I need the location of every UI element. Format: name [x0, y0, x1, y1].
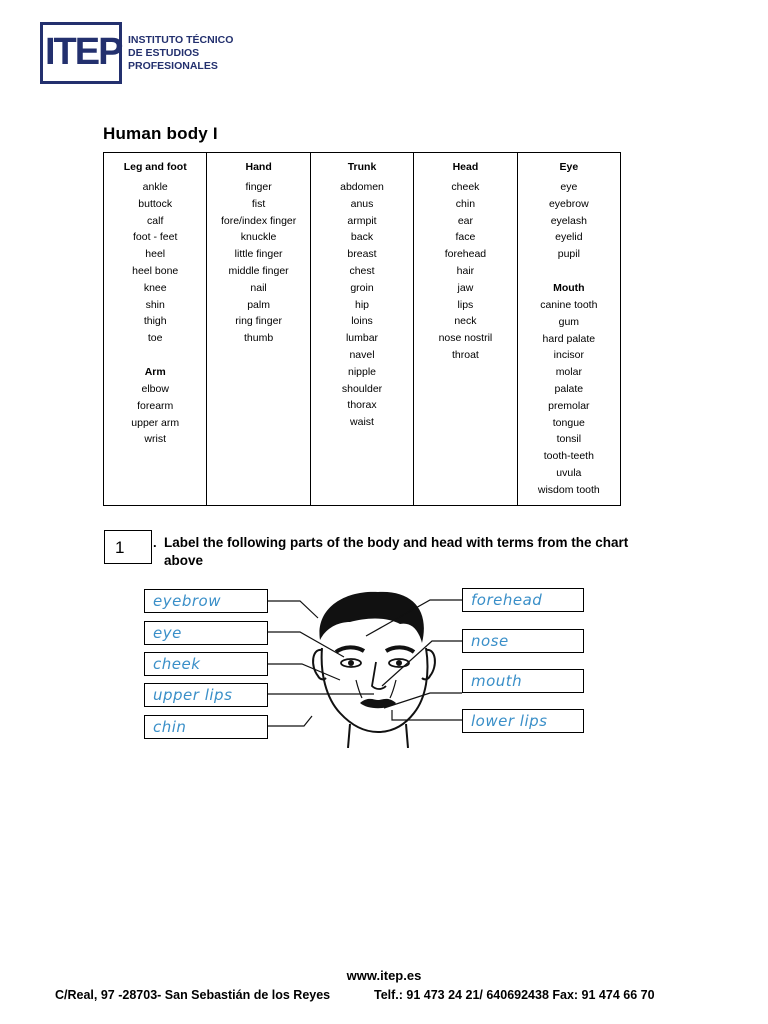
table-term: eyelash [550, 214, 587, 227]
table-term: face [455, 231, 476, 244]
table-term: forearm [137, 399, 174, 412]
table-term: wisdom tooth [537, 483, 600, 496]
table-term: eyelid [555, 231, 583, 244]
table-term: heel [145, 248, 166, 261]
table-column [104, 153, 206, 505]
table-term: anus [350, 197, 374, 210]
table-term: jaw [457, 281, 474, 294]
table-term: heel bone [132, 264, 179, 277]
exercise-dot: . [153, 535, 157, 550]
label-box-chin[interactable]: chin [144, 715, 268, 739]
logo-name-line: DE ESTUDIOS [128, 47, 200, 59]
label-box-mouth[interactable]: mouth [462, 669, 584, 693]
exercise-instruction: Label the following parts of the body and head with terms from the chart above [164, 535, 629, 568]
table-term: forehead [444, 248, 487, 261]
table-term: tonsil [556, 433, 582, 446]
logo-name-line: INSTITUTO TÉCNICO [128, 34, 234, 46]
table-term: armpit [347, 214, 377, 227]
table-column-header: Head [452, 161, 479, 173]
table-column [206, 153, 309, 505]
table-term: molar [555, 366, 582, 379]
table-column [413, 153, 516, 505]
table-term: lips [457, 298, 474, 311]
table-term: palate [554, 382, 584, 395]
table-column [310, 153, 413, 505]
footer-address: C/Real, 97 -28703- San Sebastián de los Reyes [55, 988, 331, 1002]
table-term: lumbar [345, 332, 379, 345]
table-column-header: Eye [559, 161, 579, 173]
table-term: eyebrow [548, 197, 589, 210]
page-title: Human body I [103, 124, 218, 143]
table-term: little finger [234, 248, 283, 261]
table-term: hard palate [542, 332, 596, 345]
table-term: tongue [552, 416, 585, 429]
table-term: buttock [138, 197, 173, 210]
table-term: fist [251, 197, 266, 210]
table-subheader: Arm [144, 365, 166, 378]
logo-name-line: PROFESIONALES [128, 60, 218, 72]
table-term: palm [247, 298, 270, 311]
table-term: hip [355, 298, 370, 311]
table-term: back [350, 231, 374, 244]
logo-name [128, 34, 248, 73]
table-term: gum [558, 315, 580, 328]
table-term: shoulder [341, 382, 383, 395]
table-term: ankle [142, 181, 168, 193]
table-term: nail [250, 281, 267, 294]
table-term: wrist [144, 433, 166, 446]
table-term: premolar [548, 399, 590, 412]
table-term: eye [560, 181, 578, 193]
table-term: breast [347, 248, 377, 261]
table-term: elbow [141, 382, 169, 395]
table-term: chin [455, 197, 476, 210]
table-term: nipple [348, 365, 377, 378]
table-term: incisor [553, 349, 584, 362]
logo-mark [40, 22, 122, 84]
label-box-lower-lips[interactable]: lower lips [462, 709, 584, 733]
table-term: tooth-teeth [543, 450, 594, 463]
table-term: finger [245, 181, 272, 193]
table-term: thigh [143, 315, 167, 328]
label-box-eye[interactable]: eye [144, 621, 268, 645]
table-term: uvula [556, 466, 582, 479]
table-term: neck [454, 315, 477, 328]
logo-mark-text: ITEP [45, 31, 122, 73]
table-term: middle finger [228, 264, 289, 277]
table-term: ring finger [235, 315, 282, 328]
face-illustration [290, 588, 465, 748]
table-term: ear [457, 214, 474, 227]
table-term: shin [145, 298, 165, 311]
table-term: knee [143, 281, 167, 294]
table-column-header: Leg and foot [123, 161, 187, 173]
label-box-forehead[interactable]: forehead [462, 588, 584, 612]
table-term: foot - feet [133, 231, 178, 244]
table-term: abdomen [340, 181, 384, 193]
table-column-header: Hand [245, 161, 272, 173]
table-term: chest [349, 264, 375, 277]
table-term: fore/index finger [220, 214, 297, 227]
table-term: hair [456, 264, 475, 277]
vocabulary-table [103, 152, 621, 506]
table-term: knuckle [240, 231, 277, 244]
table-term: pupil [557, 248, 580, 261]
table-term: nose nostril [438, 332, 493, 345]
table-term: groin [350, 281, 374, 294]
table-term: throat [451, 348, 479, 361]
footer-website[interactable]: www.itep.es [346, 968, 422, 983]
table-term: toe [147, 332, 163, 345]
table-term: navel [349, 348, 375, 361]
itep-logo [40, 22, 240, 88]
table-term: waist [350, 416, 374, 429]
label-box-nose[interactable]: nose [462, 629, 584, 653]
table-term: canine tooth [540, 298, 598, 311]
table-term: thumb [244, 332, 274, 345]
label-box-cheek[interactable]: cheek [144, 652, 268, 676]
table-subheader: Mouth [553, 281, 585, 294]
table-term: cheek [451, 181, 480, 193]
label-box-eyebrow[interactable]: eyebrow [144, 589, 268, 613]
table-term: thorax [347, 399, 377, 412]
table-column-header: Trunk [347, 161, 377, 173]
table-column [517, 153, 620, 505]
exercise-number: 1 [104, 530, 152, 564]
footer-phone: Telf.: 91 473 24 21/ 640692438 Fax: 91 474 66 70 [374, 988, 655, 1002]
table-term: loins [351, 315, 373, 328]
table-term: upper arm [131, 416, 180, 429]
label-box-upper-lips[interactable]: upper lips [144, 683, 268, 707]
table-term: calf [147, 214, 164, 227]
